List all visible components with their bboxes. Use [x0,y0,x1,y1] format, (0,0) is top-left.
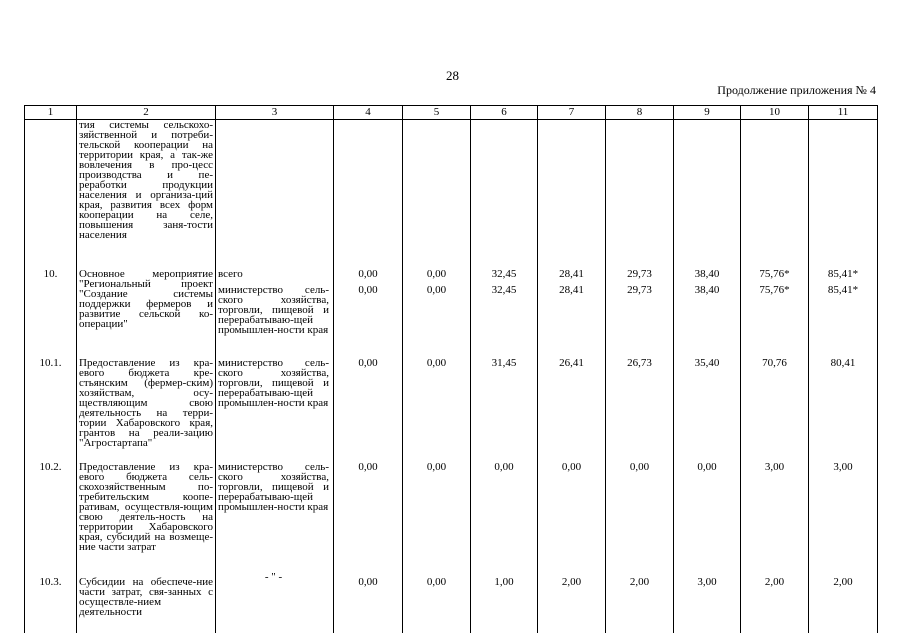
row-executor [216,120,334,265]
value-cell: 0,00 [403,573,471,633]
value-cell: 32,45 [491,283,517,296]
value-cell: 0,00 [403,458,471,573]
value-cell: 38,40 [694,283,720,296]
row-name: тия системы сельскохо-зяйственной и потреби-тельской кооперации на территории края, а так-же вовлечения в про-цесс производства и пе-реработки продукции населения и организа-ций края, развития всех форм кооперации на селе, повышения заня-тости населения [77,120,216,265]
value-cell: 28,41 [559,267,584,280]
value-cell: 0,00 [334,573,403,633]
value-cell: 1,00 [471,573,538,633]
value-cell: 38,40 [694,267,720,280]
value-cell: 3,00 [809,458,878,573]
value-cell: 2,00 [809,573,878,633]
row-number: 10.3. [25,573,77,633]
page-number: 28 [446,68,459,83]
header-row [25,106,878,120]
col-header: 1 [25,106,77,120]
row-name: Основное мероприятие "Региональный проект "Создание системы поддержки фермеров и развитие сельской ко-операции" [77,265,216,354]
row-executor [216,570,334,633]
value-cell: 29,73 [627,283,652,296]
value-cell: 0,00 [426,283,447,296]
row-number: 10. [25,265,77,354]
value-cell: 2,00 [741,573,809,633]
executor-ministry: министерство сель-ского хозяйства, торговли, пищевой и перерабатываю-щей промышлен-ности края [218,283,329,336]
row-number: 10.2. [25,458,77,573]
value-cell: 0,00 [538,458,606,573]
row-executor [216,265,334,354]
col-header: 9 [674,106,741,120]
col-header: 3 [216,106,334,120]
col-header: 10 [741,106,809,120]
row-name: Субсидии на обеспече-ние части затрат, свя-занных с осуществле-нием деятельности [77,573,216,633]
value-cell: 31,45 [471,354,538,458]
table-row [25,573,878,633]
col-header: 11 [809,106,878,120]
value-cell: 26,41 [538,354,606,458]
value-cell: 0,00 [403,354,471,458]
executor-total: всего [218,267,243,280]
value-cell: 70,76 [741,354,809,458]
value-cell: 3,00 [674,573,741,633]
value-cell: 2,00 [538,573,606,633]
value-cell: 3,00 [741,458,809,573]
col-header: 7 [538,106,606,120]
row-name: Предоставление из кра-евого бюджета кре-стьянским (фермер-ским) хозяйствам, осу-ществляющим свою деятельность на терри-тории Хабаровского края, грантов на реали-зацию "Агростартапа" [77,354,216,458]
col-header: 4 [334,106,403,120]
value-cell: 0,00 [334,458,403,573]
value-cell: 32,45 [491,267,517,280]
value-cell: 29,73 [627,267,652,280]
col-header: 2 [77,106,216,120]
value-cell: 85,41* [827,267,859,280]
value-cell: 0,00 [334,354,403,458]
appendix-table [24,105,878,633]
continuation-note: Продолжение приложения № 4 [717,83,876,97]
row-number: 10.1. [25,354,77,458]
value-cell: 2,00 [606,573,674,633]
value-cell: 85,41* [827,283,859,296]
row-name: Предоставление из кра-евого бюджета сель-скохозяйственным по-требительским коопе-ративам, осуществля-ющим свою деятель-ность на территории Хабаровского края, субсидий на возмеще-ние части затрат [77,458,216,573]
value-cell: 35,40 [674,354,741,458]
col-header: 6 [471,106,538,120]
table-row [25,354,878,458]
row-number [25,120,77,265]
value-cell: 0,00 [358,267,378,280]
col-header: 8 [606,106,674,120]
row-executor: министерство сель-ского хозяйства, торговли, пищевой и перерабатываю-щей промышлен-ности края [216,354,334,458]
value-cell: 75,76* [759,267,790,280]
row-executor: министерство сель-ского хозяйства, торговли, пищевой и перерабатываю-щей промышлен-ности края [216,458,334,573]
value-cell: 0,00 [471,458,538,573]
value-cell: 0,00 [674,458,741,573]
value-cell: 0,00 [358,283,378,296]
table-row [25,458,878,573]
value-cell: 0,00 [426,267,447,280]
value-cell: 75,76* [759,283,790,296]
value-cell: 26,73 [606,354,674,458]
table-row [25,265,878,354]
value-cell: 28,41 [559,283,584,296]
ditto-mark: - " - [264,570,283,583]
value-cell: 80,41 [809,354,878,458]
value-cell: 0,00 [606,458,674,573]
col-header: 5 [403,106,471,120]
table-row [25,120,878,265]
